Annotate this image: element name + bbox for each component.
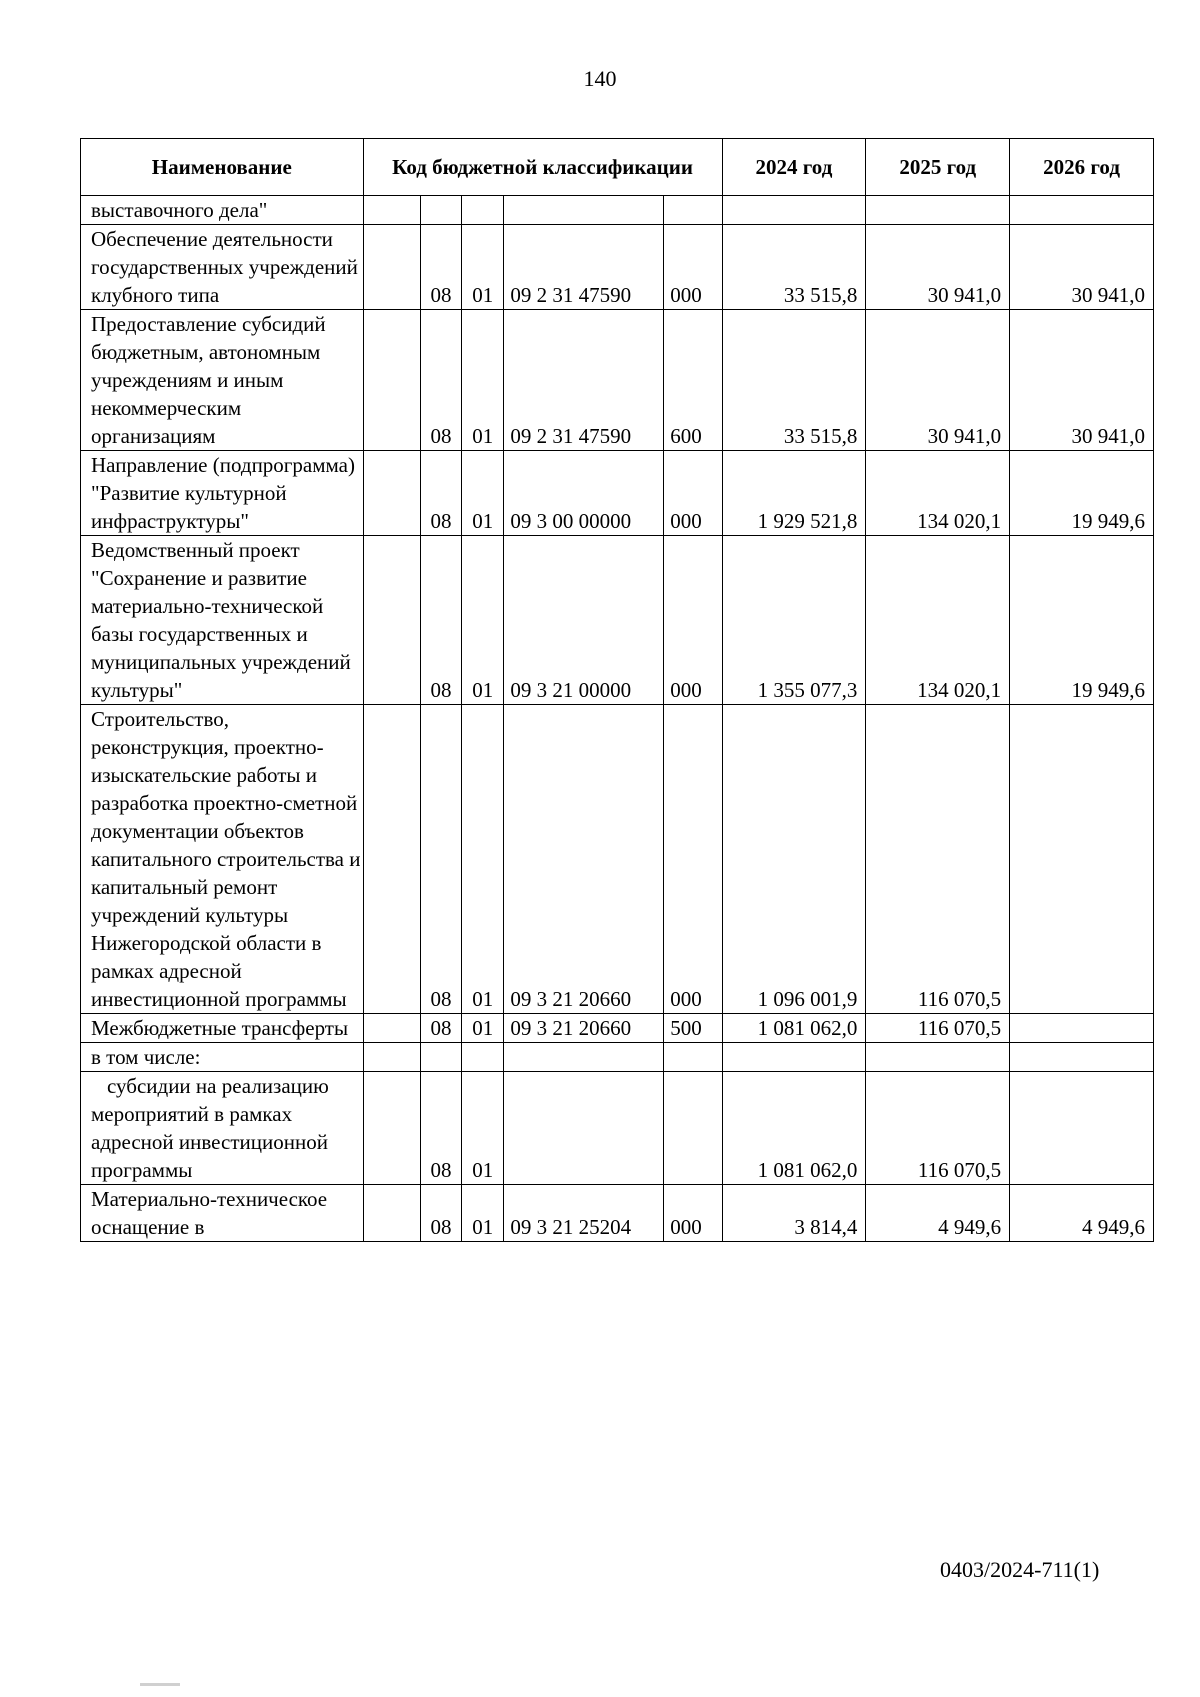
row-code-subsection: 01 bbox=[462, 705, 504, 1014]
scan-artifact bbox=[140, 1683, 180, 1686]
row-code-target: 09 3 21 00000 bbox=[504, 536, 664, 705]
row-code-expense-type bbox=[664, 1072, 722, 1185]
row-code-target: 09 3 21 25204 bbox=[504, 1185, 664, 1242]
budget-table bbox=[80, 138, 1154, 1242]
row-code-empty bbox=[363, 1185, 420, 1242]
table-row bbox=[81, 536, 1154, 705]
row-code-expense-type: 000 bbox=[664, 1185, 722, 1242]
row-name: Предоставление субсидий бюджетным, автономным учреждениям и иным некоммерческим организациям bbox=[81, 310, 364, 451]
row-code-subsection: 01 bbox=[462, 1072, 504, 1185]
table-row bbox=[81, 196, 1154, 225]
row-value-2026 bbox=[1010, 705, 1154, 1014]
row-name-indented bbox=[81, 1072, 364, 1185]
row-value-2026: 30 941,0 bbox=[1010, 310, 1154, 451]
page-number: 140 bbox=[583, 66, 617, 91]
row-code-target: 09 3 00 00000 bbox=[504, 451, 664, 536]
row-code-section bbox=[420, 196, 461, 225]
row-name: Строительство, реконструкция, проектно-изыскательские работы и разработка проектно-сметной документации объектов капитального строительства и капитальный ремонт учреждений культуры Нижегородской области в рамках адресной инвестиционной программы bbox=[81, 705, 364, 1014]
row-code-section: 08 bbox=[420, 1185, 461, 1242]
row-code-subsection: 01 bbox=[462, 1185, 504, 1242]
row-code-target bbox=[504, 196, 664, 225]
table-row bbox=[81, 705, 1154, 1014]
row-code-expense-type: 000 bbox=[664, 705, 722, 1014]
row-value-2025: 30 941,0 bbox=[866, 310, 1010, 451]
row-code-empty bbox=[363, 196, 420, 225]
table-header-row bbox=[81, 139, 1154, 196]
row-code-empty bbox=[363, 225, 420, 310]
row-code-section: 08 bbox=[420, 705, 461, 1014]
header-code: Код бюджетной классификации bbox=[363, 139, 722, 196]
row-code-empty bbox=[363, 310, 420, 451]
header-2025: 2025 год bbox=[866, 139, 1010, 196]
row-value-2026: 30 941,0 bbox=[1010, 225, 1154, 310]
row-code-subsection bbox=[462, 196, 504, 225]
row-value-2026: 4 949,6 bbox=[1010, 1185, 1154, 1242]
row-value-2024: 3 814,4 bbox=[722, 1185, 866, 1242]
row-code-expense-type bbox=[664, 1043, 722, 1072]
row-code-empty bbox=[363, 536, 420, 705]
row-name: Направление (подпрограмма) "Развитие культурной инфраструктуры" bbox=[81, 451, 364, 536]
document-code: 0403/2024-711(1) bbox=[940, 1557, 1100, 1582]
table-row bbox=[81, 451, 1154, 536]
row-code-empty bbox=[363, 1014, 420, 1043]
row-code-empty bbox=[363, 451, 420, 536]
row-code-empty bbox=[363, 1072, 420, 1185]
row-code-subsection bbox=[462, 1043, 504, 1072]
row-value-2025: 30 941,0 bbox=[866, 225, 1010, 310]
row-value-2025: 116 070,5 bbox=[866, 1014, 1010, 1043]
row-code-subsection: 01 bbox=[462, 451, 504, 536]
row-code-empty bbox=[363, 705, 420, 1014]
row-code-section: 08 bbox=[420, 451, 461, 536]
row-value-2024: 33 515,8 bbox=[722, 225, 866, 310]
row-code-subsection: 01 bbox=[462, 310, 504, 451]
row-code-target: 09 2 31 47590 bbox=[504, 310, 664, 451]
row-value-2026: 19 949,6 bbox=[1010, 536, 1154, 705]
row-code-target bbox=[504, 1072, 664, 1185]
row-value-2025: 134 020,1 bbox=[866, 536, 1010, 705]
table-row bbox=[81, 1072, 1154, 1185]
row-value-2025: 116 070,5 bbox=[866, 705, 1010, 1014]
row-value-2025: 116 070,5 bbox=[866, 1072, 1010, 1185]
row-name: Материально-техническое оснащение в bbox=[81, 1185, 364, 1242]
row-code-expense-type: 000 bbox=[664, 536, 722, 705]
row-value-2026: 19 949,6 bbox=[1010, 451, 1154, 536]
row-name: выставочного дела" bbox=[81, 196, 364, 225]
row-code-section: 08 bbox=[420, 310, 461, 451]
table-row bbox=[81, 310, 1154, 451]
header-2024: 2024 год bbox=[722, 139, 866, 196]
header-name: Наименование bbox=[81, 139, 364, 196]
table-row bbox=[81, 1043, 1154, 1072]
table-row bbox=[81, 1185, 1154, 1242]
row-name: субсидии на реализацию мероприятий в рамках адресной инвестиционной программы bbox=[91, 1074, 329, 1182]
row-value-2024: 1 929 521,8 bbox=[722, 451, 866, 536]
table-row bbox=[81, 225, 1154, 310]
row-code-expense-type bbox=[664, 196, 722, 225]
row-code-section: 08 bbox=[420, 1014, 461, 1043]
row-code-section: 08 bbox=[420, 225, 461, 310]
row-value-2024: 1 081 062,0 bbox=[722, 1072, 866, 1185]
row-code-expense-type: 500 bbox=[664, 1014, 722, 1043]
row-value-2026 bbox=[1010, 1043, 1154, 1072]
row-value-2024: 33 515,8 bbox=[722, 310, 866, 451]
row-name: в том числе: bbox=[81, 1043, 364, 1072]
row-code-section: 08 bbox=[420, 536, 461, 705]
row-value-2025: 134 020,1 bbox=[866, 451, 1010, 536]
row-value-2024: 1 081 062,0 bbox=[722, 1014, 866, 1043]
row-code-expense-type: 000 bbox=[664, 451, 722, 536]
row-code-expense-type: 600 bbox=[664, 310, 722, 451]
row-code-target: 09 2 31 47590 bbox=[504, 225, 664, 310]
row-value-2024 bbox=[722, 196, 866, 225]
row-value-2024: 1 096 001,9 bbox=[722, 705, 866, 1014]
row-code-subsection: 01 bbox=[462, 225, 504, 310]
row-value-2024: 1 355 077,3 bbox=[722, 536, 866, 705]
table-row bbox=[81, 1014, 1154, 1043]
row-value-2024 bbox=[722, 1043, 866, 1072]
row-name: Ведомственный проект "Сохранение и развитие материально-технической базы государственных и муниципальных учреждений культуры" bbox=[81, 536, 364, 705]
row-value-2026 bbox=[1010, 1072, 1154, 1185]
row-code-section: 08 bbox=[420, 1072, 461, 1185]
row-name: Обеспечение деятельности государственных учреждений клубного типа bbox=[81, 225, 364, 310]
header-2026: 2026 год bbox=[1010, 139, 1154, 196]
row-value-2026 bbox=[1010, 1014, 1154, 1043]
row-code-target bbox=[504, 1043, 664, 1072]
row-code-expense-type: 000 bbox=[664, 225, 722, 310]
row-value-2025 bbox=[866, 1043, 1010, 1072]
row-code-subsection: 01 bbox=[462, 536, 504, 705]
row-code-section bbox=[420, 1043, 461, 1072]
row-value-2025: 4 949,6 bbox=[866, 1185, 1010, 1242]
row-code-target: 09 3 21 20660 bbox=[504, 1014, 664, 1043]
row-value-2026 bbox=[1010, 196, 1154, 225]
row-code-empty bbox=[363, 1043, 420, 1072]
row-code-subsection: 01 bbox=[462, 1014, 504, 1043]
row-value-2025 bbox=[866, 196, 1010, 225]
row-name: Межбюджетные трансферты bbox=[81, 1014, 364, 1043]
row-code-target: 09 3 21 20660 bbox=[504, 705, 664, 1014]
